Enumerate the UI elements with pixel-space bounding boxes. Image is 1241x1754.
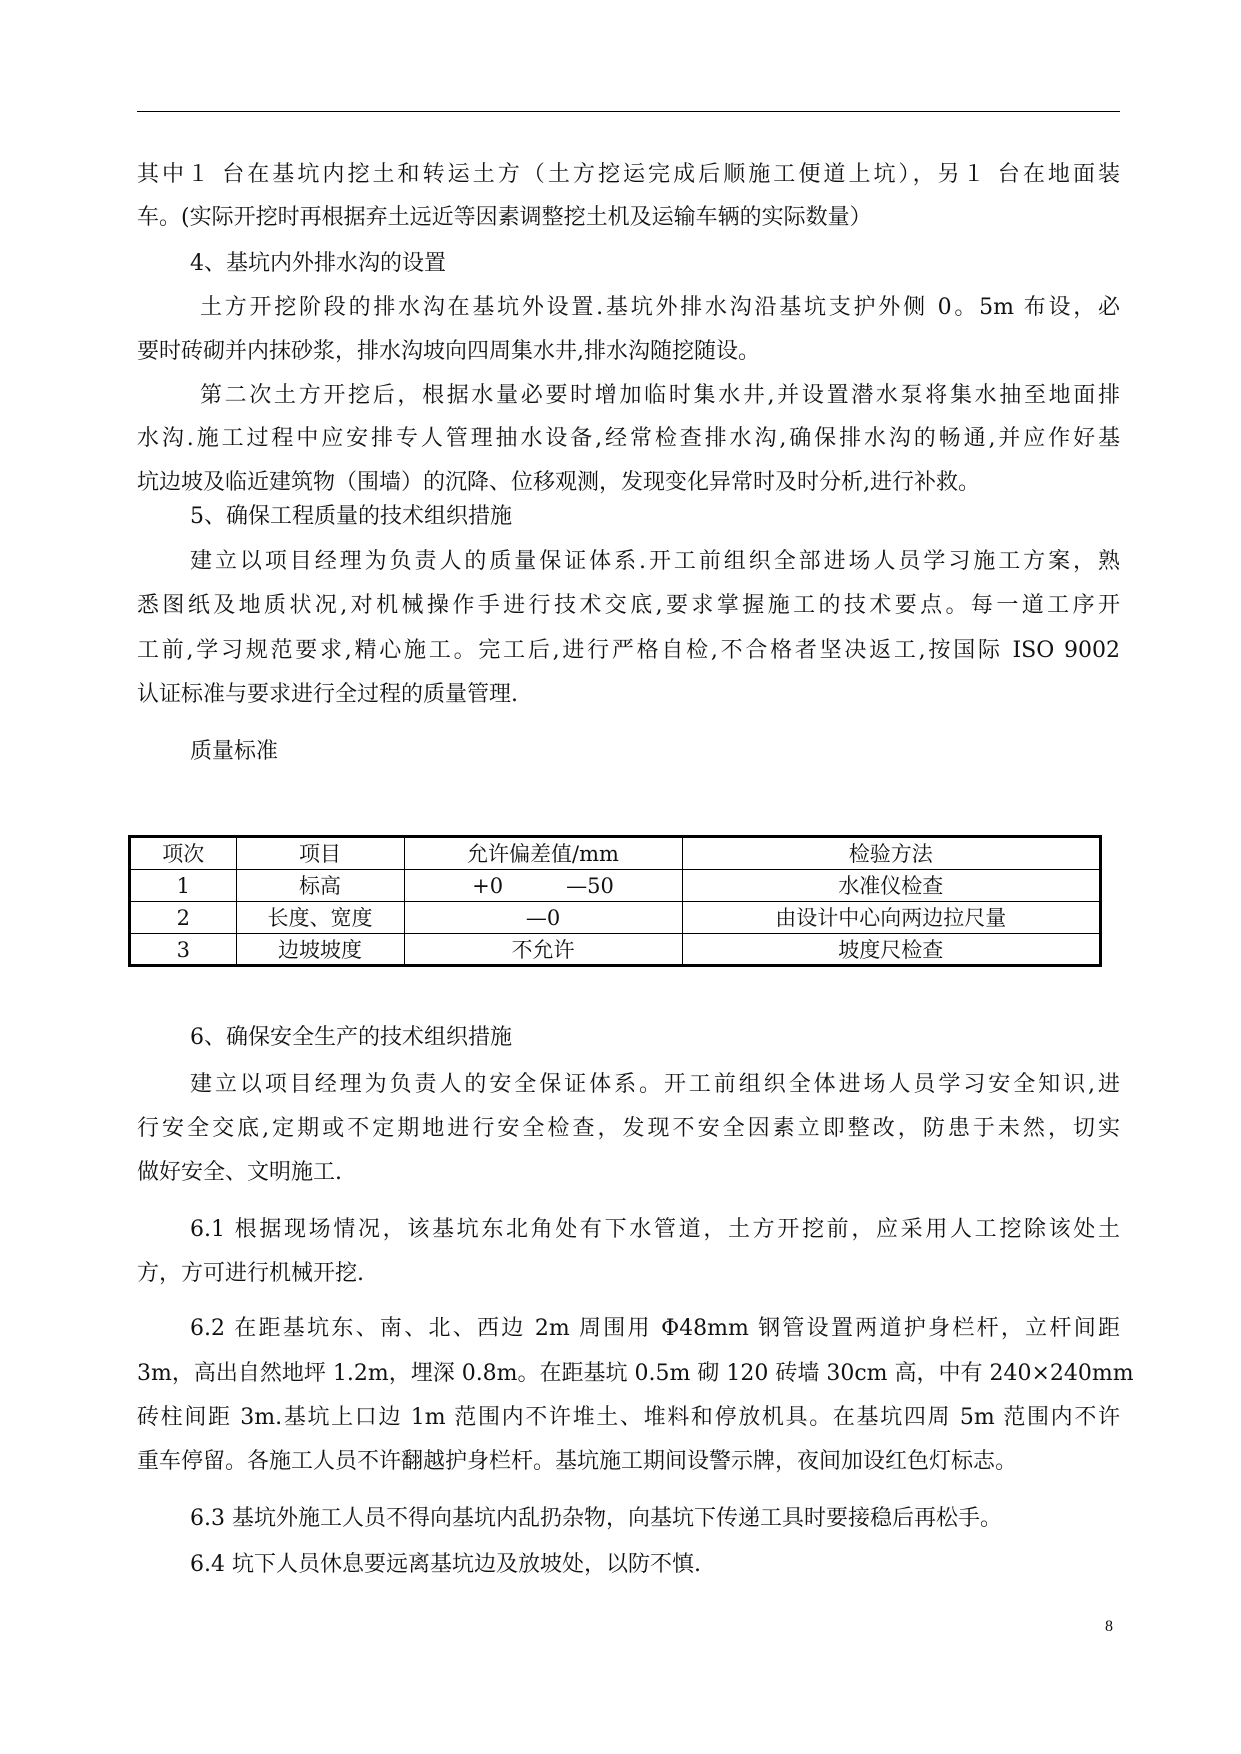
paragraph-line: 建立以项目经理为负责人的安全保证体系。开工前组织全体进场人员学习安全知识,进 bbox=[190, 1072, 1120, 1097]
table-cell: +0 —50 bbox=[404, 870, 682, 902]
table-cell: 不允许 bbox=[404, 934, 682, 966]
table-cell: —0 bbox=[404, 902, 682, 934]
paragraph-line: 行安全交底,定期或不定期地进行安全检查，发现不安全因素立即整改，防患于未然，切实 bbox=[137, 1116, 1120, 1141]
paragraph-line: 做好安全、文明施工. bbox=[137, 1160, 342, 1185]
paragraph-line: 6.3 基坑外施工人员不得向基坑内乱扔杂物，向基坑下传递工具时要接稳后再松手。 bbox=[190, 1506, 1002, 1531]
table-header-row bbox=[131, 838, 1099, 870]
header-rule bbox=[137, 111, 1120, 112]
table-cell: 边坡坡度 bbox=[236, 934, 404, 966]
paragraph-line: 建立以项目经理为负责人的质量保证体系.开工前组织全部进场人员学习施工方案，熟 bbox=[190, 549, 1120, 574]
table-caption: 质量标准 bbox=[190, 739, 279, 764]
section-heading: 5、确保工程质量的技术组织措施 bbox=[190, 504, 512, 529]
table-cell: 由设计中心向两边拉尺量 bbox=[682, 902, 1099, 934]
table-cell: 坡度尺检查 bbox=[682, 934, 1099, 966]
paragraph-line: 要时砖砌并内抹砂浆，排水沟坡向四周集水井,排水沟随挖随设。 bbox=[137, 339, 760, 364]
paragraph-line: 3m，高出自然地坪 1.2m，埋深 0.8m。在距基坑 0.5m 砌 120 砖墙 30cm 高，中有 240×240mm bbox=[137, 1361, 1134, 1386]
section-heading: 6、确保安全生产的技术组织措施 bbox=[190, 1025, 512, 1050]
table-cell: 2 bbox=[131, 902, 236, 934]
quality-standard-table bbox=[128, 835, 1102, 967]
header-cell: 允许偏差值/mm bbox=[404, 838, 682, 870]
paragraph-line: 坑边坡及临近建筑物（围墙）的沉降、位移观测，发现变化异常时及时分析,进行补救。 bbox=[137, 470, 980, 495]
page-number: 8 bbox=[1105, 1618, 1113, 1635]
header-cell: 项次 bbox=[131, 838, 236, 870]
header-cell: 项目 bbox=[236, 838, 404, 870]
table-cell: 水准仪检查 bbox=[682, 870, 1099, 902]
paragraph-line: 车。(实际开挖时再根据弃土远近等因素调整挖土机及运输车辆的实际数量） bbox=[137, 205, 872, 230]
table-row bbox=[131, 870, 1099, 902]
paragraph-line: 重车停留。各施工人员不许翻越护身栏杆。基坑施工期间设警示牌，夜间加设红色灯标志。 bbox=[137, 1449, 1018, 1474]
paragraph-line: 6.1 根据现场情况，该基坑东北角处有下水管道，土方开挖前，应采用人工挖除该处土 bbox=[190, 1217, 1120, 1242]
table-cell: 1 bbox=[131, 870, 236, 902]
table-cell: 标高 bbox=[236, 870, 404, 902]
paragraph-line: 土方开挖阶段的排水沟在基坑外设置.基坑外排水沟沿基坑支护外侧 0。5m 布设，必 bbox=[200, 295, 1120, 320]
paragraph-line: 6.2 在距基坑东、南、北、西边 2m 周围用 Φ48mm 钢管设置两道护身栏杆，立杆间距 bbox=[190, 1316, 1120, 1341]
paragraph-line: 6.4 坑下人员休息要远离基坑边及放坡处，以防不慎. bbox=[190, 1552, 701, 1577]
paragraph-line: 水沟.施工过程中应安排专人管理抽水设备,经常检查排水沟,确保排水沟的畅通,并应作好基 bbox=[137, 426, 1120, 451]
paragraph-line: 悉图纸及地质状况,对机械操作手进行技术交底,要求掌握施工的技术要点。每一道工序开 bbox=[137, 593, 1120, 618]
paragraph-line: 方，方可进行机械开挖. bbox=[137, 1261, 364, 1286]
paragraph-line: 其中１ 台在基坑内挖土和转运土方（土方挖运完成后顺施工便道上坑），另１ 台在地面装 bbox=[137, 162, 1120, 187]
header-cell: 检验方法 bbox=[682, 838, 1099, 870]
paragraph-line: 认证标准与要求进行全过程的质量管理. bbox=[137, 682, 518, 707]
paragraph-line: 工前,学习规范要求,精心施工。完工后,进行严格自检,不合格者坚决返工,按国际 ISO 9002 bbox=[137, 638, 1120, 663]
table-row bbox=[131, 934, 1099, 966]
table-cell: 长度、宽度 bbox=[236, 902, 404, 934]
paragraph-line: 第二次土方开挖后，根据水量必要时增加临时集水井,并设置潜水泵将集水抽至地面排 bbox=[200, 383, 1120, 408]
table-row bbox=[131, 902, 1099, 934]
table-cell: 3 bbox=[131, 934, 236, 966]
section-heading: 4、基坑内外排水沟的设置 bbox=[190, 251, 446, 276]
paragraph-line: 砖柱间距 3m.基坑上口边 1m 范围内不许堆土、堆料和停放机具。在基坑四周 5m 范围内不许 bbox=[137, 1405, 1120, 1430]
